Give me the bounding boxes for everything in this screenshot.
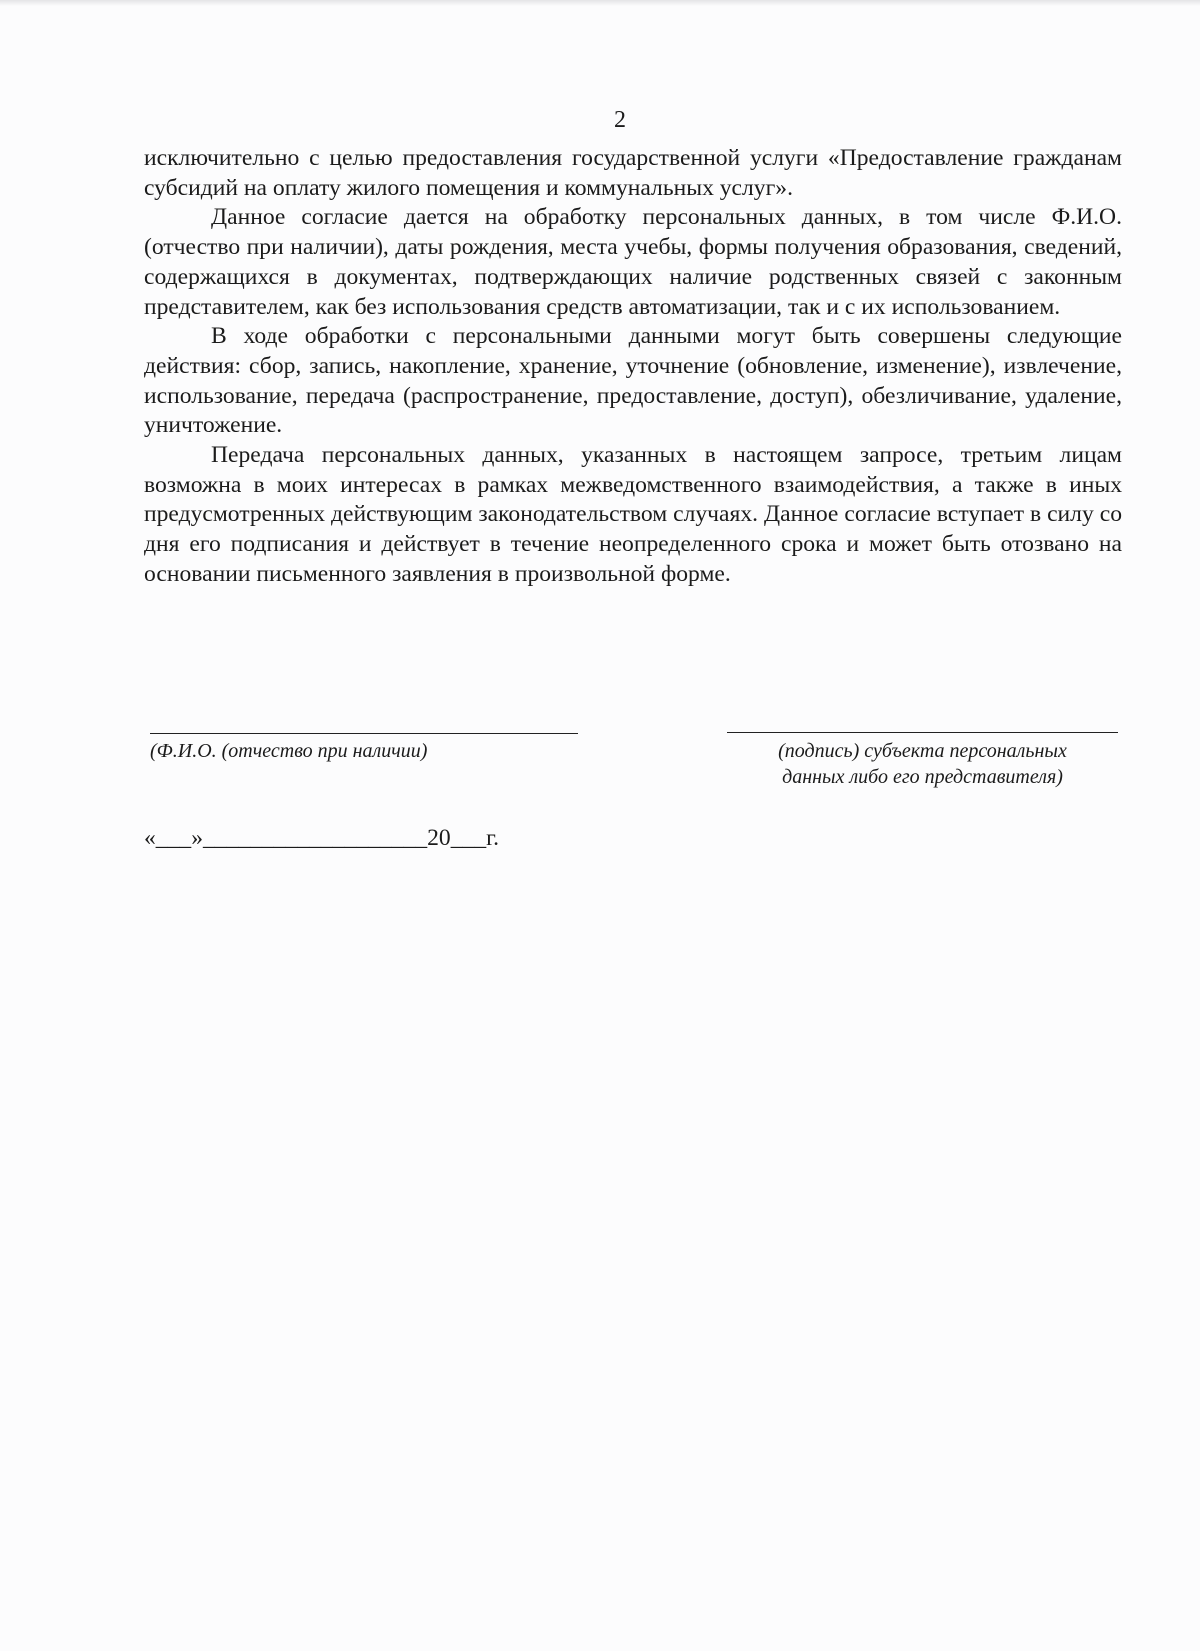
page-number: 2: [614, 107, 626, 133]
fio-caption: (Ф.И.О. (отчество при наличии): [150, 740, 428, 762]
signature-caption-line-2: данных либо его представителя): [782, 766, 1063, 788]
date-close-quote: »: [191, 825, 203, 851]
date-day-blank: ___: [155, 825, 192, 851]
paragraph-data-scope: Данное согласие дается на обработку персональных данных, в том числе Ф.И.О. (отчество при наличии), даты рождения, места учебы, формы получения образования, сведений, содержащихся в документах, подтверждающих наличие родственных связей с законным представителем, как без использования средств автоматизации, так и с их использованием.: [144, 204, 1122, 320]
consent-body: [144, 144, 1122, 590]
signature-caption-line-1: (подпись) субъекта персональных: [778, 740, 1067, 762]
scan-edge-shadow: [0, 0, 1200, 6]
paragraph-purpose: исключительно с целью предоставления государственной услуги «Предоставление гражданам субсидий на оплату жилого помещения и коммунальных услуг».: [144, 145, 1122, 201]
paragraph-processing-actions: В ходе обработки с персональными данными могут быть совершены следующие действия: сбор, запись, накопление, хранение, уточнение (обновление, изменение), извлечение, использование, передача (распространение, предоставление, доступ), обезличивание, удаление, уничтожение.: [144, 323, 1122, 439]
date-month-blank: ___________________: [202, 825, 428, 851]
fio-signature-line: [150, 733, 578, 734]
date-year-prefix: 20: [427, 825, 451, 851]
date-year-blank: ___: [450, 825, 487, 851]
subject-signature-line: [727, 732, 1118, 733]
date-suffix: г.: [486, 825, 500, 851]
date-field: [144, 825, 499, 852]
paragraph-transfer-terms: Передача персональных данных, указанных в настоящем запросе, третьим лицам возможна в моих интересах в рамках межведомственного взаимодействия, а также в иных предусмотренных действующим законодательством случаях. Данное согласие вступает в силу со дня его подписания и действует в течение неопределенного срока и может быть отозвано на основании письменного заявления в произвольной форме.: [144, 442, 1122, 587]
signature-caption: [727, 738, 1118, 790]
date-open-quote: «: [144, 825, 156, 851]
